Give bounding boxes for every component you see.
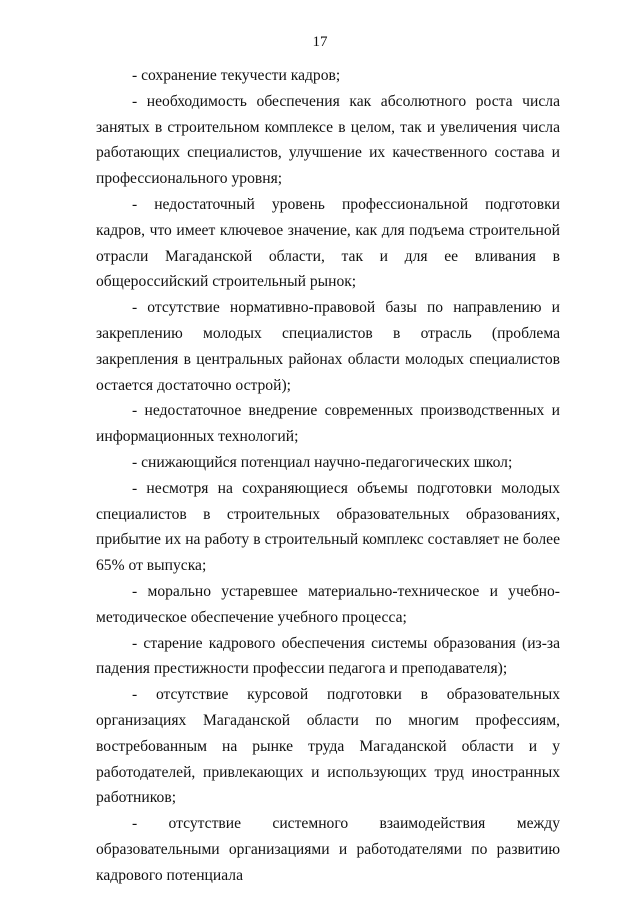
list-item-employment-growth: - необходимость обеспечения как абсолютного роста числа занятых в строительном комплексе в целом, так и увеличения числа работающих специалистов, улучшение их качественного состава и профессионального уровня; <box>96 92 560 188</box>
list-item-scientific-schools: - снижающийся потенциал научно-педагогических школ; <box>132 453 513 471</box>
list-item-course-training: - отсутствие курсовой подготовки в образовательных организациях Магаданской области по многим профессиям, востребованным на рынке труда Магаданской области и у работодателей, привлекающих и использующих труд иностранных работников; <box>96 686 560 807</box>
list-item-systemic-interaction: - отсутствие системного взаимодействия между образовательными организациями и работодателями по развитию кадрового потенциала <box>96 815 560 884</box>
page-body <box>96 63 560 889</box>
list-item-staff-turnover: - сохранение текучести кадров; <box>132 67 341 84</box>
list-item-aging-staff: - старение кадрового обеспечения системы образования (из-за падения престижности профессии педагога и преподавателя); <box>96 634 560 678</box>
list-item-legal-framework: - отсутствие нормативно-правовой базы по направлению и закреплению молодых специалистов в отрасль (проблема закрепления в центральных районах области молодых специалистов остается достаточно острой); <box>96 299 560 394</box>
list-item-technology-adoption: - недостаточное внедрение современных производственных и информационных технологий; <box>96 402 560 446</box>
page-number: 17 <box>312 34 328 50</box>
list-item-training-level: - недостаточный уровень профессиональной подготовки кадров, что имеет ключевое значение, как для подъема строительной отрасли Магаданской области, так и для ее вливания в общероссийский строительный рынок; <box>96 195 560 291</box>
list-item-graduate-placement: - несмотря на сохраняющиеся объемы подготовки молодых специалистов в строительных образовательных образованиях, прибытие их на работу в строительный комплекс составляет не более 65% от выпуска; <box>96 479 560 575</box>
list-item-outdated-equipment: - морально устаревшее материально-техническое и учебно-методическое обеспечение учебного процесса; <box>96 582 560 626</box>
